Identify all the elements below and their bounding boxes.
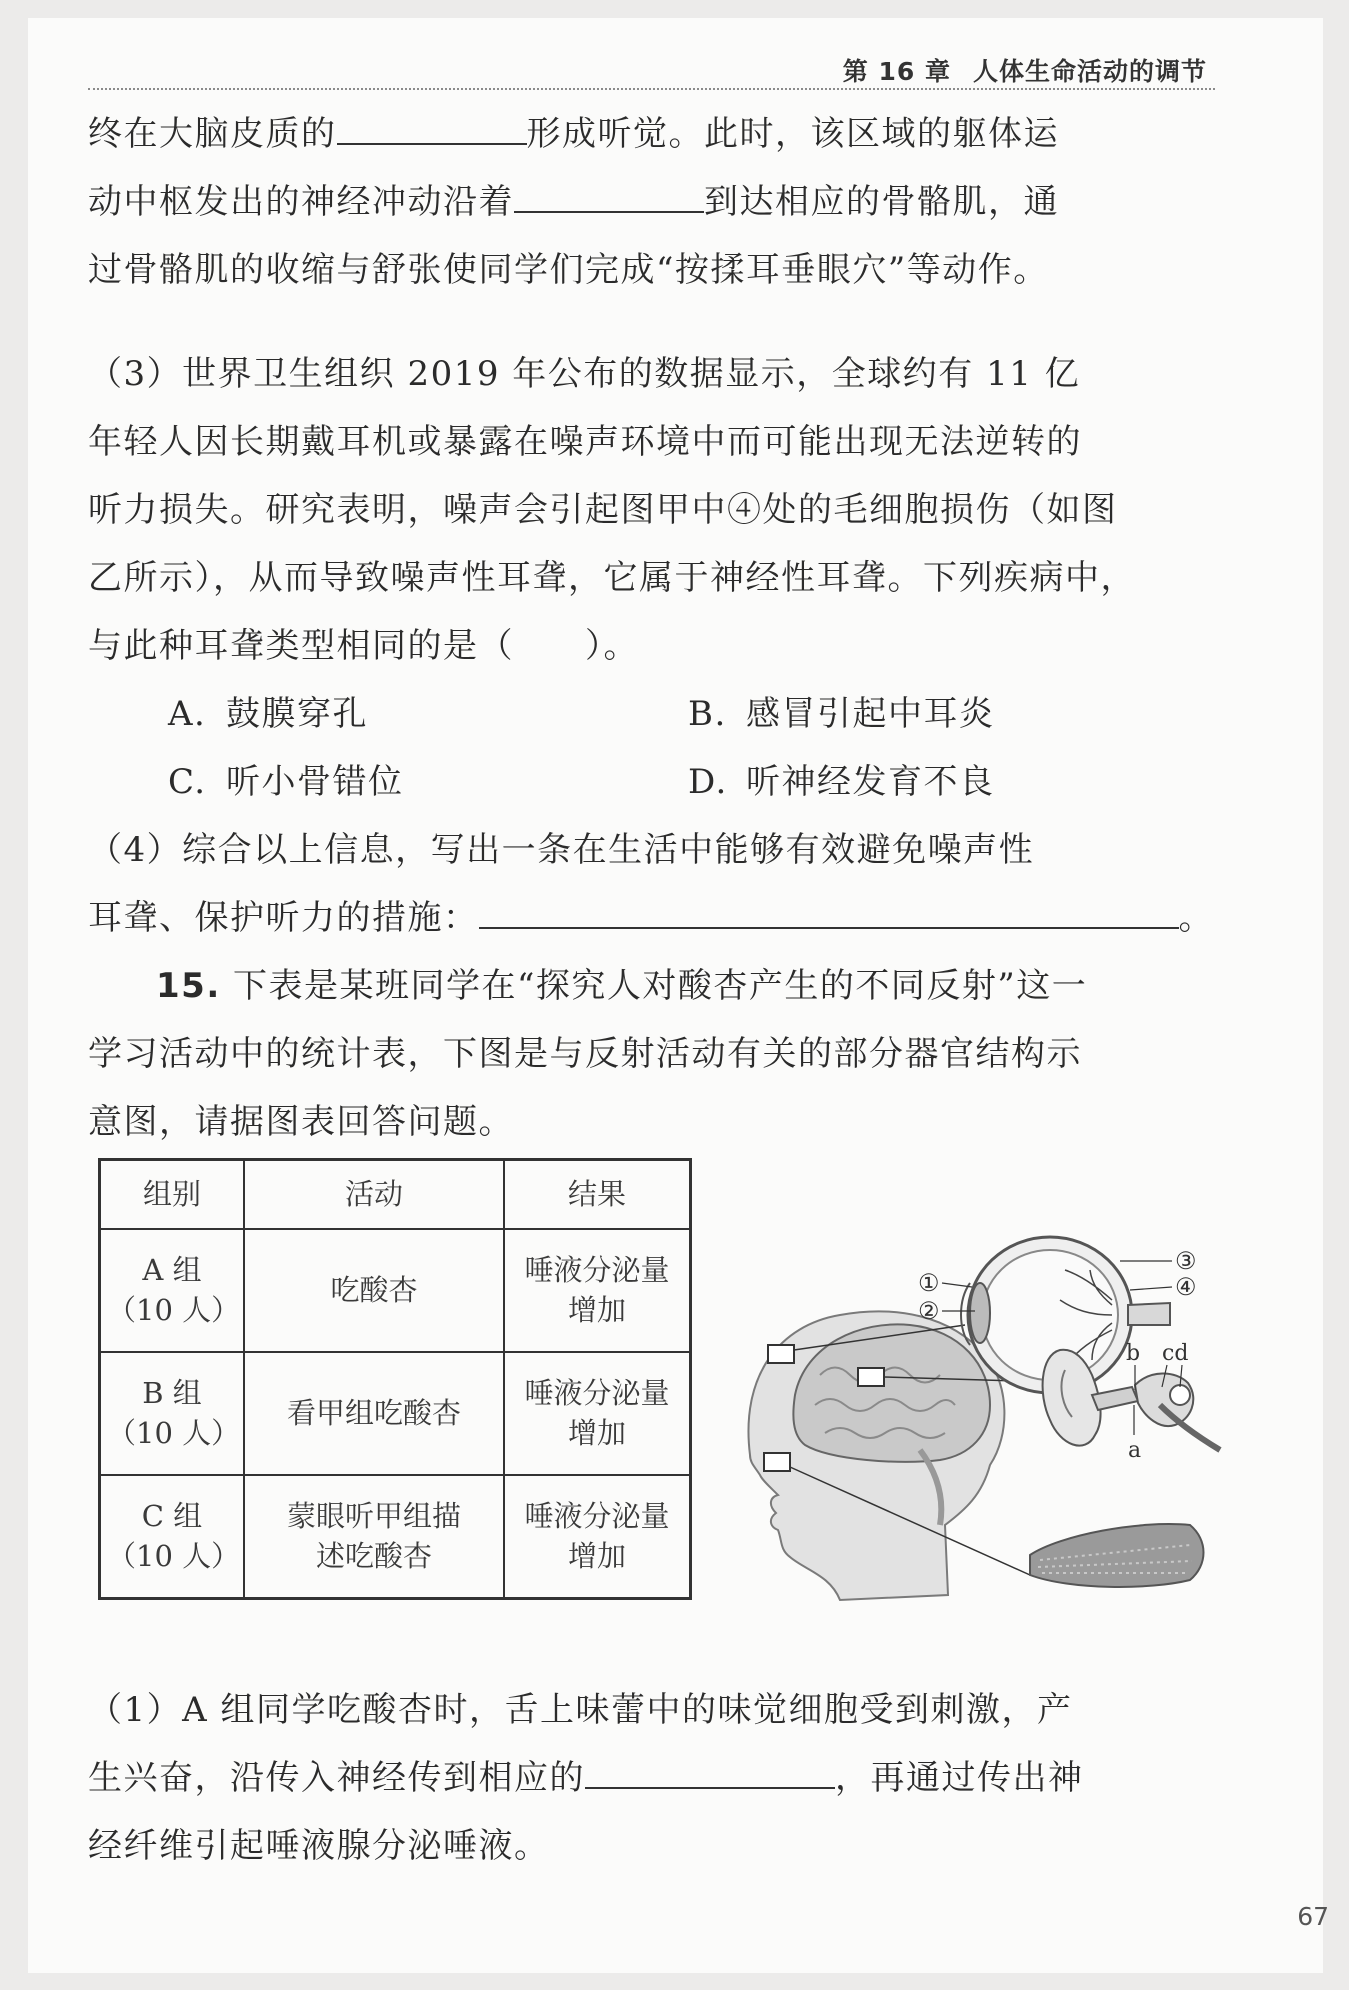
- chapter-number: 第 16 章: [842, 57, 951, 86]
- result-cell: [504, 1475, 691, 1599]
- table-row: [100, 1352, 691, 1475]
- text-line: [88, 952, 1218, 1020]
- text-line: 年轻人因长期戴耳机或暴露在噪声环境中而可能出现无法逆转的: [88, 422, 1082, 462]
- cell-text: 述吃酸杏: [315, 1539, 432, 1574]
- result-cell: [504, 1352, 691, 1475]
- column-header: 组别: [100, 1160, 245, 1229]
- cell-text: （10 人）: [107, 1539, 241, 1574]
- tongue-marker-box: [764, 1453, 790, 1471]
- reflex-organ-figure: [720, 1205, 1240, 1635]
- table-row: [100, 1229, 691, 1352]
- option-key: D.: [688, 762, 728, 802]
- option-key: A.: [168, 694, 207, 734]
- group-cell: [100, 1475, 245, 1599]
- activity-cell: [244, 1229, 504, 1352]
- cell-text: 唾液分泌量: [524, 1253, 670, 1288]
- tongue-illustration: [1030, 1524, 1204, 1587]
- cell-text: 唾液分泌量: [524, 1499, 670, 1534]
- activity-cell: [244, 1475, 504, 1599]
- activity-cell: [244, 1352, 504, 1475]
- eye-label-2: ②: [918, 1297, 940, 1325]
- text-fragment: 形成听觉。此时，该区域的躯体运: [526, 114, 1059, 154]
- ear-illustration: [1043, 1341, 1220, 1463]
- paragraph-hearing: [88, 100, 1218, 304]
- option-c[interactable]: [168, 748, 688, 816]
- option-d[interactable]: [688, 748, 1208, 816]
- text-line: 学习活动中的统计表，下图是与反射活动有关的部分器官结构示: [88, 1034, 1082, 1074]
- option-b[interactable]: [688, 680, 1208, 748]
- table-row: [100, 1475, 691, 1599]
- eye-marker-box: [768, 1345, 794, 1363]
- text-line: 经纤维引起唾液腺分泌唾液。: [88, 1826, 550, 1866]
- page-header: [88, 38, 1215, 90]
- text-line: 与此种耳聋类型相同的是（ ）。: [88, 626, 639, 666]
- text-fragment: 动中枢发出的神经冲动沿着: [88, 182, 514, 222]
- cell-text: （10 人）: [107, 1416, 241, 1451]
- column-header: 活动: [244, 1160, 504, 1229]
- question-number: 15.: [156, 966, 221, 1006]
- text-fragment: 下表是某班同学在“探究人对酸杏产生的不同反射”这一: [233, 966, 1088, 1006]
- text-line: 听力损失。研究表明，噪声会引起图甲中④处的毛细胞损伤（如图: [88, 490, 1118, 530]
- table-header-row: [100, 1160, 691, 1229]
- cell-text: 唾液分泌量: [524, 1376, 670, 1411]
- cell-text: 蒙眼听甲组描: [286, 1499, 461, 1534]
- column-header: 结果: [504, 1160, 691, 1229]
- option-key: B.: [688, 694, 727, 734]
- text-fragment: 生兴奋，沿传入神经传到相应的: [88, 1758, 585, 1798]
- cell-text: 看甲组吃酸杏: [286, 1396, 461, 1431]
- cell-text: A 组: [142, 1253, 202, 1288]
- cell-text: 增加: [567, 1293, 626, 1328]
- option-a[interactable]: [168, 680, 688, 748]
- answer-blank[interactable]: [479, 893, 1179, 929]
- answer-blank[interactable]: [514, 177, 704, 213]
- text-fragment: ，再通过传出神: [835, 1758, 1084, 1798]
- text-fragment: 终在大脑皮质的: [88, 114, 337, 154]
- text-line: （1）A 组同学吃酸杏时，舌上味蕾中的味觉细胞受到刺激，产: [88, 1690, 1073, 1730]
- eye-label-4: ④: [1175, 1273, 1197, 1301]
- text-fragment: 耳聋、保护听力的措施：: [88, 898, 479, 938]
- text-line: [88, 168, 1218, 236]
- page-number: 67: [1297, 1902, 1329, 1931]
- result-cell: [504, 1229, 691, 1352]
- answer-blank[interactable]: [337, 109, 527, 145]
- question-15-part-1: [88, 1676, 1218, 1880]
- cell-text: （10 人）: [107, 1293, 241, 1328]
- option-text: 听神经发育不良: [746, 762, 995, 802]
- chapter-heading: [843, 52, 1207, 88]
- option-text: 感冒引起中耳炎: [746, 694, 995, 734]
- option-text: 听小骨错位: [226, 762, 404, 802]
- chapter-title: 人体生命活动的调节: [972, 57, 1207, 86]
- eye-label-1: ①: [918, 1269, 940, 1297]
- ear-label-b: b: [1126, 1341, 1141, 1366]
- text-fragment: 到达相应的骨骼肌，通: [704, 182, 1059, 222]
- ear-marker-box: [858, 1368, 884, 1386]
- cell-text: B 组: [142, 1376, 202, 1411]
- text-line: [88, 884, 1218, 952]
- text-line: 过骨骼肌的收缩与舒张使同学们完成“按揉耳垂眼穴”等动作。: [88, 250, 1049, 290]
- answer-blank[interactable]: [585, 1753, 835, 1789]
- cell-text: C 组: [141, 1499, 203, 1534]
- ear-label-a: a: [1128, 1438, 1142, 1463]
- eye-label-3: ③: [1175, 1247, 1197, 1275]
- question-3-options: [168, 680, 1208, 816]
- text-line: （4）综合以上信息，写出一条在生活中能够有效避免噪声性: [88, 830, 1035, 870]
- group-cell: [100, 1352, 245, 1475]
- ear-label-cd: cd: [1162, 1341, 1189, 1366]
- option-text: 鼓膜穿孔: [226, 694, 368, 734]
- text-line: （3）世界卫生组织 2019 年公布的数据显示，全球约有 11 亿: [88, 354, 1081, 394]
- question-4-stem: [88, 816, 1218, 952]
- cell-text: 增加: [567, 1416, 626, 1451]
- question-3-stem: [88, 340, 1218, 680]
- reflex-result-table: [98, 1158, 692, 1600]
- question-15-stem: [88, 952, 1218, 1156]
- text-line: 意图，请据图表回答问题。: [88, 1102, 514, 1142]
- group-cell: [100, 1229, 245, 1352]
- cell-text: 吃酸杏: [330, 1273, 418, 1308]
- text-line: 乙所示），从而导致噪声性耳聋，它属于神经性耳聋。下列疾病中，: [88, 558, 1136, 598]
- text-line: [88, 1744, 1218, 1812]
- text-fragment: 。: [1178, 898, 1214, 938]
- text-line: [88, 100, 1218, 168]
- cell-text: 增加: [567, 1539, 626, 1574]
- option-key: C.: [168, 762, 207, 802]
